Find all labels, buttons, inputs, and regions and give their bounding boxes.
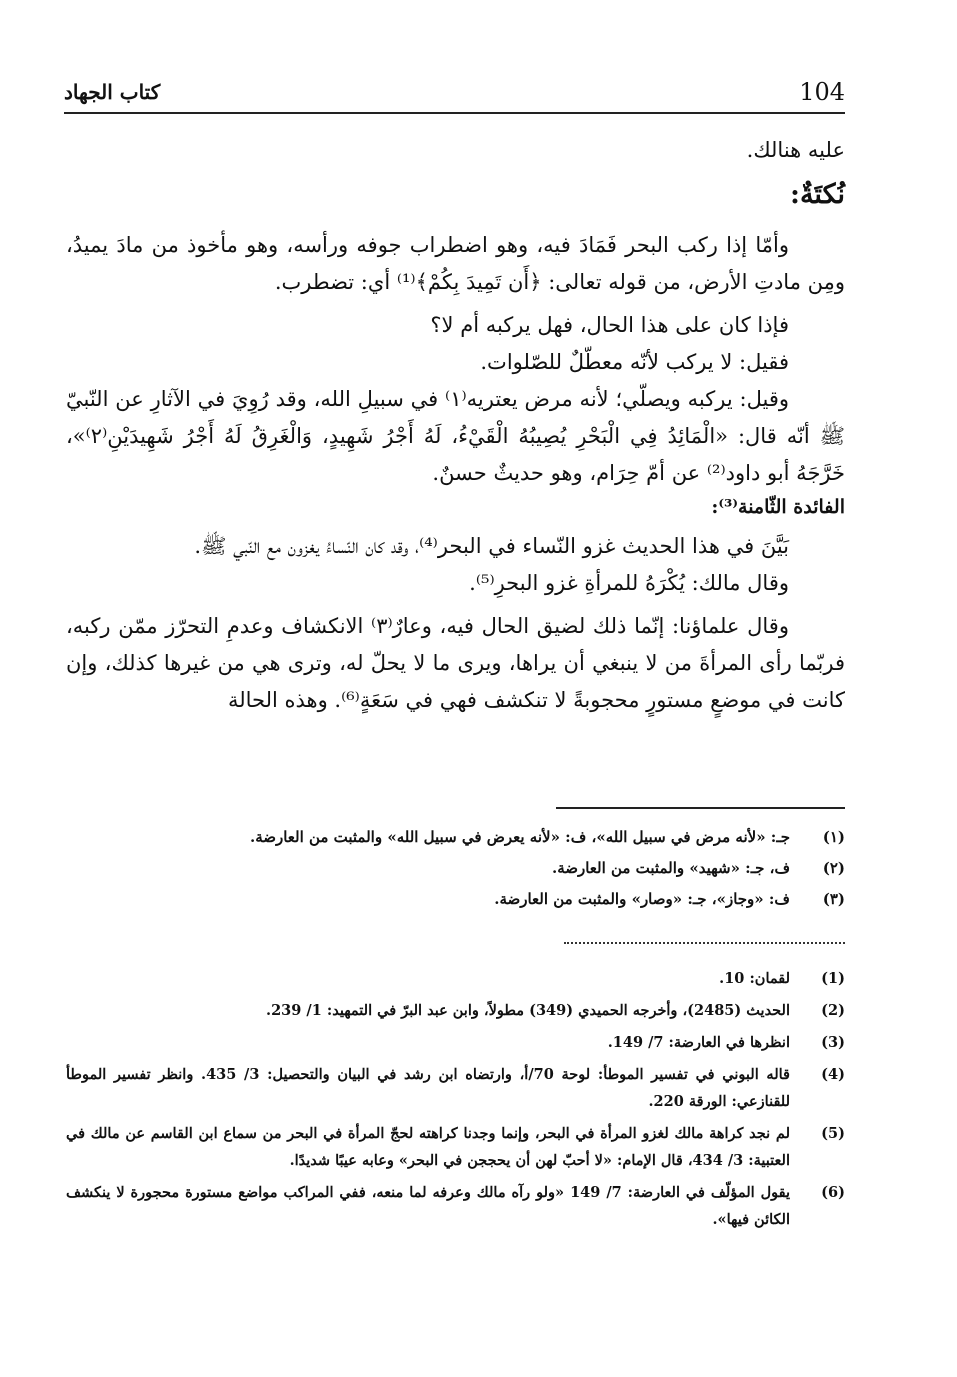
footnote-number: (3) — [821, 1034, 845, 1051]
footnote-number: (٣) — [822, 890, 845, 908]
footnote — [66, 1179, 845, 1233]
footnote-text: الحديث (2485)، وأخرجه الحميدي (349) مطولاً، وابن عبد البرّ في التمهيد: 1/ 239. — [266, 1002, 790, 1019]
paragraph: وقال مالك: يُكْرَهُ للمرأةِ غزو البحرِ⁽⁵⁾. — [469, 571, 789, 595]
source-footnotes — [66, 965, 845, 1238]
footnote-number: (2) — [821, 1002, 845, 1019]
footnote-number: (4) — [821, 1066, 845, 1083]
footnote-text: ف، جـ: «شهيد» والمثبت من العارضة. — [551, 859, 790, 877]
footnote-text: جـ: «لأنه مرض في سبيل الله»، ف: «لأنه يعرض في سبيل الله» والمثبت من العارضة. — [249, 828, 790, 846]
main-text — [66, 132, 845, 719]
page-number: 104 — [799, 78, 845, 106]
text-line: عليه هنالك. — [746, 138, 845, 162]
footnote-number: (١) — [822, 828, 845, 846]
paragraph: وأمّا إذا ركب البحر فَمَادَ فيه، وهو اضطراب جوفه ورأسه، وهو مأخوذ من مادَ يميدُ، ومِن مادتِ الأرض، من قوله تعالى: ﴿أَن تَمِيدَ بِكُمْ﴾⁽¹⁾ أي: تضطرب. — [66, 233, 845, 294]
footnote-text: ف: «وجاز»، جـ: «وصار» والمثبت من العارضة. — [494, 890, 790, 908]
footnote-text: انظرها في العارضة: 7/ 149. — [607, 1034, 790, 1051]
running-head: كتاب الجهاد — [64, 80, 161, 104]
header-rule — [64, 112, 845, 114]
section-heading: نُكتَةٌ: — [789, 179, 845, 210]
footnote-number: (5) — [821, 1125, 845, 1142]
footnote — [66, 1029, 845, 1056]
paragraph: وقيل: يركبه ويصلّي؛ لأنه مرض يعتريه⁽١⁾ في سبيلِ الله، وقد رُوِيَ في الآثارِ عن النّبيّ ﷺ أنّه قال: «الْمَائِدُ فِي الْبَحْرِ يُصِيبُهُ الْقَيْءُ، لَهُ أَجْرُ شَهِيدٍ، وَالْغَرِقُ لَهُ أَجْرُ شَهِيدَيْنِ⁽٢⁾»، خَرَّجَهُ أبو داود⁽²⁾ عن أمّ حِرَام، وهو حديثٌ حسنٌ. — [66, 387, 845, 485]
footnote-text: قاله البوني في تفسير الموطأ: لوحة 70/أ، وارتضاه ابن رشد في البيان والتحصيل: 3/ 435. وانظر تفسير الموطأ للقنازعي: الورقة 220. — [66, 1066, 790, 1110]
variant-footnotes — [150, 825, 845, 918]
page-header — [64, 78, 845, 108]
footnote — [150, 856, 845, 881]
footnote — [66, 965, 845, 992]
footnote-number: (٢) — [822, 859, 845, 877]
footnote-text: لم نجد كراهة مالك لغزو المرأة في البحر، وإنما وجدنا كراهته لحجّ المرأة في البحر من سماع ابن القاسم عن مالك في العتبية: 3/ 434، قال الإمام: «لا أحبّ لهن أن يحججن في البحر» وعابه عيبًا شديدًا. — [66, 1125, 790, 1169]
footnote — [66, 1061, 845, 1115]
paragraph: وقال علماؤنا: إنّما ذلك لضيق الحال فيه، وعارٌ⁽٣⁾ الانكشاف وعدمِ التحرّز ممّن ركبه، فربّما رأى المرأةَ من لا ينبغي أن يراها، ويرى ما لا يحلّ له، وترى هي من غيرها كذلك، وإن كانت في موضعٍ مستورٍ محجوبةً لا تنكشف فهي في سَعَةٍ⁽⁶⁾. وهذه الحالة — [66, 614, 845, 712]
subsection-heading: الفائدة الثّامنة⁽³⁾: — [711, 496, 845, 518]
paragraph: فإذا كان على هذا الحال، فهل يركبه أم لا؟ — [430, 313, 789, 337]
footnote-text: لقمان: 10. — [719, 970, 790, 987]
footnote-separator — [556, 807, 845, 809]
footnote-number: (1) — [821, 970, 845, 987]
footnote — [66, 1120, 845, 1174]
paragraph: فقيل: لا يركب لأنّه معطّلٌ للصّلوات. — [480, 350, 789, 374]
footnote-text: يقول المؤلّف في العارضة: 7/ 149 «ولو رآه مالك وعرفه لما منعه، ففي المراكب مواضع مستورة محجورة لا ينكشف الكائن فيها». — [66, 1184, 791, 1228]
footnote — [66, 997, 845, 1024]
dotted-separator — [564, 942, 845, 944]
footnote — [150, 825, 845, 850]
footnote — [150, 887, 845, 912]
paragraph: بَيَّنَ في هذا الحديث غزو النّساء في البحر⁽⁴⁾، وقد كان النّساءُ يغزون مع النّبي ﷺ. — [194, 534, 789, 558]
footnote-number: (6) — [821, 1184, 845, 1201]
